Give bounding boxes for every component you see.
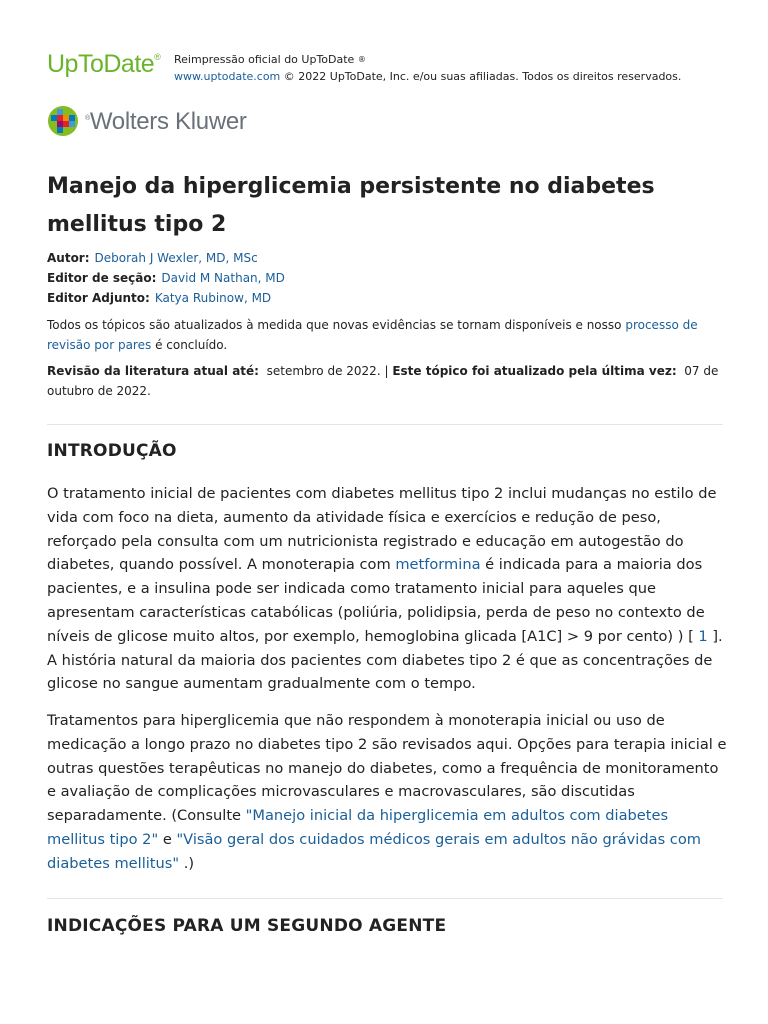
divider bbox=[47, 898, 723, 899]
note-end: é concluído. bbox=[155, 338, 228, 352]
deputy-editor-row bbox=[47, 288, 285, 308]
uptodate-logo-text: UpToDate bbox=[47, 50, 155, 78]
article-title: Manejo da hiperglicemia persistente no diabetes mellitus tipo 2 bbox=[47, 174, 655, 237]
author-row bbox=[47, 248, 285, 268]
intro-paragraph-2 bbox=[47, 709, 727, 876]
update-note bbox=[47, 315, 727, 355]
wolters-kluwer-mark-icon bbox=[47, 105, 79, 137]
site-link[interactable]: www.uptodate.com bbox=[174, 70, 281, 83]
deputy-editor-link[interactable]: Katya Rubinow, MD bbox=[154, 291, 272, 305]
reprint-mark: ® bbox=[357, 55, 366, 64]
updated-date: 07 de outubro de 2022. bbox=[47, 364, 719, 398]
uptodate-logo[interactable] bbox=[47, 50, 160, 79]
p1-text-c: ]. A história natural da maioria dos pacientes com diabetes tipo 2 é que as concentrações de glicose no sangue aumentam gradualmente com o tempo. bbox=[47, 627, 723, 693]
review-info bbox=[47, 361, 727, 401]
p2-end: .) bbox=[183, 854, 195, 872]
updated-label: Este tópico foi atualizado pela última vez: bbox=[392, 364, 677, 378]
peer-review-link[interactable]: processo de revisão por pares bbox=[47, 318, 698, 352]
initial-management-link[interactable]: "Manejo inicial da hiperglicemia em adultos com diabetes mellitus tipo 2" bbox=[47, 807, 669, 848]
reprint-notice bbox=[174, 51, 681, 85]
reference-link-1[interactable]: 1 bbox=[698, 627, 708, 645]
intro-paragraph-1 bbox=[47, 482, 727, 696]
wolters-kluwer-mark: ® bbox=[85, 115, 90, 122]
divider bbox=[47, 424, 723, 425]
header bbox=[47, 50, 727, 90]
section-editor-link[interactable]: David M Nathan, MD bbox=[161, 271, 285, 285]
wolters-kluwer-text: ®Wolters Kluwer bbox=[85, 108, 247, 135]
general-care-link[interactable]: "Visão geral dos cuidados médicos gerais em adultos não grávidas com diabetes mellitus" bbox=[47, 830, 701, 872]
copyright-text: © 2022 UpToDate, Inc. e/ou suas afiliadas. Todos os direitos reservados. bbox=[283, 70, 682, 83]
intro-heading: INTRODUÇÃO bbox=[47, 441, 177, 461]
review-label: Revisão da literatura atual até: bbox=[47, 364, 259, 378]
wolters-kluwer-logo[interactable] bbox=[47, 105, 267, 137]
author-link[interactable]: Deborah J Wexler, MD, MSc bbox=[94, 251, 258, 265]
p2-and: e bbox=[162, 830, 172, 848]
review-date: setembro de 2022. bbox=[266, 364, 381, 378]
note-text: Todos os tópicos são atualizados à medida que novas evidências se tornam disponíveis e nosso bbox=[47, 318, 622, 332]
section-editor-row bbox=[47, 268, 285, 288]
metformin-link[interactable]: metformina bbox=[395, 556, 481, 574]
deputy-editor-label: Editor Adjunto: bbox=[47, 291, 150, 305]
uptodate-logo-mark: ® bbox=[154, 52, 161, 62]
article-meta bbox=[47, 248, 285, 308]
p1-text-b: é indicada para a maioria dos pacientes, e a insulina pode ser indicada como tratamento inicial para aqueles que apresentam características catabólicas (poliúria, polidipsia, perda de peso no contexto de níveis de glicose muito altos, por exemplo, hemoglobina glicada [A1C] > 9 por cento) ) [ bbox=[47, 556, 705, 645]
p1-text-a: O tratamento inicial de pacientes com diabetes mellitus tipo 2 inclui mudanças no estilo de vida com foco na dieta, aumento da atividade física e exercícios e redução de peso, reforçado pela consulta com um nutricionista registrado e educação em autogestão do diabetes, quando possível. A monoterapia com bbox=[47, 485, 717, 574]
p2-text-a: Tratamentos para hiperglicemia que não respondem à monoterapia inicial ou uso de medicação a longo prazo no diabetes tipo 2 são revisados aqui. Opções para terapia inicial e outras questões terapêuticas no manejo do diabetes, como a frequência de monitoramento e avaliação de complicações microvasculares e macrovasculares, são discutidas separadamente. (Consulte bbox=[47, 712, 727, 825]
second-agent-heading: INDICAÇÕES PARA UM SEGUNDO AGENTE bbox=[47, 916, 447, 936]
reprint-title: Reimpressão oficial do UpToDate bbox=[174, 53, 355, 66]
section-editor-label: Editor de seção: bbox=[47, 271, 157, 285]
author-label: Autor: bbox=[47, 251, 90, 265]
separator: | bbox=[384, 364, 389, 378]
